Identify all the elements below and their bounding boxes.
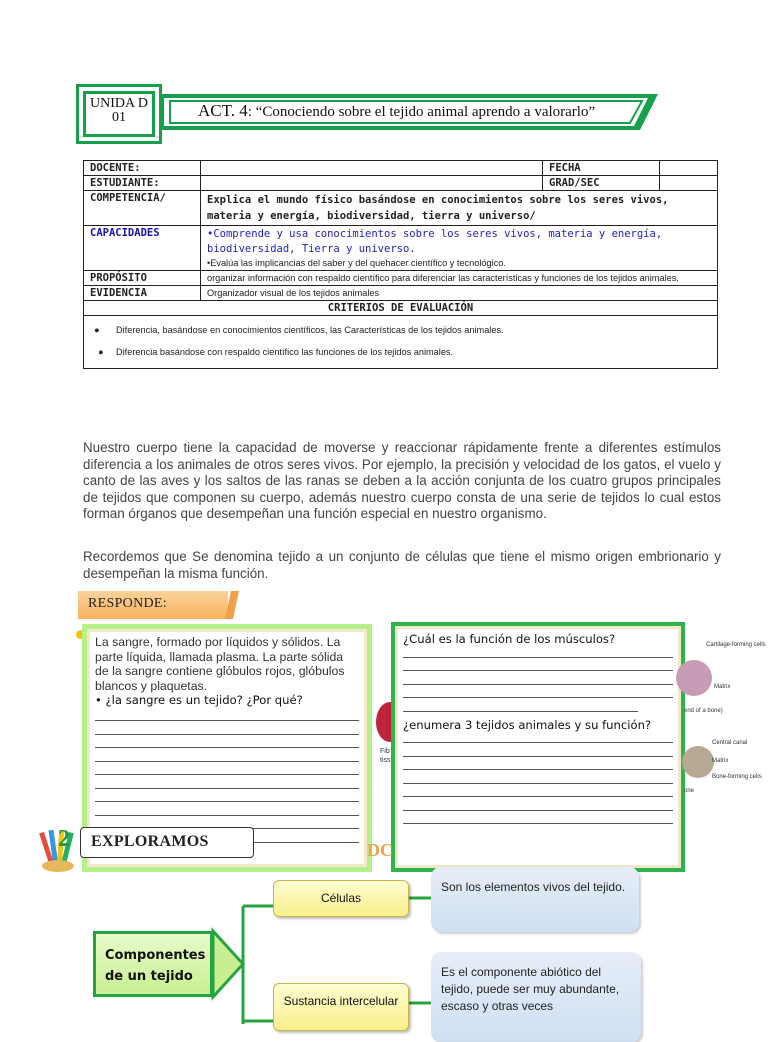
matrix-2-label: Matrix [712,758,729,764]
capacidades-label: CAPACIDADES [84,226,201,271]
docente-label: DOCENTE: [84,161,201,176]
blood-question: • ¿la sangre es un tejido? ¿Por qué? [95,693,303,707]
competencia-label: COMPETENCIA/ [84,191,201,226]
criterio-2: Diferencia basándose con respaldo científico las funciones de los tejidos animales. [116,347,454,357]
intro-paragraph-1: Nuestro cuerpo tiene la capacidad de moverse y reaccionar rápidamente frente a diferentes estímulos diferencia a los animales de otros seres vivos. Por ejemplo, la precisión y velocidad de los gatos, el vuelo y canto de las aves y los saltos de las ranas se deben a la acción conjunta de los cuatro grupos principales de tejidos que componen su cuerpo, además nuestro cuerpo consta de una serie de tejidos lo cual estos forman órganos que desempeñan una función especial en nuestro organismo. [83,440,721,522]
unit-label: UNIDA D 01 [83,91,155,137]
exploramos-heading: EXPLORAMOS [80,827,254,858]
competencia-text: Explica el mundo físico basándose en conocimientos sobre los seres vivos, materia y energía, biodiversidad, tierra y universo/ [201,191,718,226]
central-canal-label: Central canal [712,740,748,746]
blood-info-text: La sangre, formado por líquidos y sólidos. La parte líquida, llamada plasma. La parte sólida de la sangre contiene glóbulos rojos, glóbulos blancos y plaquetas. [95,635,345,693]
bone-label: one [684,788,695,794]
activity-number: ACT. 4 [198,101,248,120]
cartilage-cells-label: Cartilage-forming cells [706,642,766,648]
intro-paragraph-2: Recordemos que Se denomina tejido a un conjunto de células que tiene el mismo origen embrionario y desempeñan la misma función. [83,549,721,581]
evidencia-text: Organizador visual de los tejidos animales [201,286,718,301]
tiss-label: tiss [380,757,391,764]
estudiante-label: ESTUDIANTE: [84,176,201,191]
section-number: 2 [58,826,70,852]
matrix-label: Matrix [714,684,731,690]
criterio-1: Diferencia, basándose en conocimientos científicos, las Características de los tejidos animales. [116,325,504,335]
criterios-title: CRITERIOS DE EVALUACIÓN [84,301,718,316]
node-cells: Células [273,880,409,917]
muscle-question: ¿Cuál es la función de los músculos? [403,632,616,646]
capacidad-2: •Evalúa las implicancias del saber y del quehacer científico y tecnológico. [207,258,506,268]
proposito-label: PROPÓSITO [84,271,201,286]
partial-heading: DC [367,840,393,860]
cells-description: Son los elementos vivos del tejido. [431,867,639,932]
tissues-question: ¿enumera 3 tejidos animales y su función? [403,717,652,732]
node-intercellular-substance: Sustancia intercelular [273,983,409,1031]
responde-tag: RESPONDE: [78,591,228,619]
fib-label: Fib [380,748,390,755]
proposito-text: organizar información con respaldo científico para diferenciar las características y funciones de los tejidos animales. [201,271,718,286]
end-of-bone-label: end of a bone) [684,708,723,714]
bullet-icon: ● [98,347,104,357]
bullet-icon: ● [94,325,100,335]
capacidad-1: •Comprende y usa conocimientos sobre los seres vivos, materia y energía, biodiversidad, Tierra y universo. [207,228,663,255]
activity-name: : “Conociendo sobre el tejido animal aprendo a valorarlo” [247,104,596,120]
fecha-label: FECHA [543,161,660,176]
concept-root: Componentes de un tejido [93,931,213,997]
bone-cells-label: Bone-forming cells [712,774,762,780]
gradsec-label: GRAD/SEC [543,176,660,191]
substance-description: Es el componente abiótico del tejido, puede ser muy abundante, escaso y otras veces [431,952,641,1042]
evidencia-label: EVIDENCIA [84,286,201,301]
